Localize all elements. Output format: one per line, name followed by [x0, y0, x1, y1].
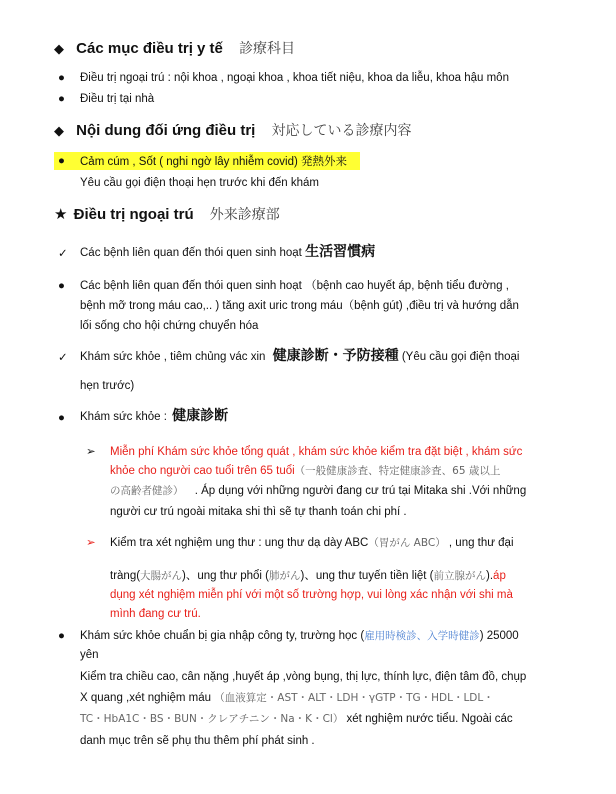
- sub-item-text: の高齢者健診） . Áp dụng với những người đang cư trú tại Mitaka shi .Với những: [110, 485, 527, 497]
- sub-item-text: Miễn phí Khám sức khỏe tổng quát , khám sức khỏe kiểm tra đặt biệt , khám sức: [110, 446, 523, 458]
- dot-bullet-icon: ●: [58, 155, 65, 167]
- section-3-heading: [54, 204, 280, 224]
- list-item-text: Khám sức khỏe chuẩn bị gia nhập công ty, trường học (雇用時検診、入学時健診) 25000: [80, 630, 519, 642]
- section-2-heading: [54, 120, 412, 140]
- list-item: [58, 244, 376, 262]
- dot-bullet-icon: ●: [58, 412, 65, 424]
- dot-bullet-icon: ●: [58, 72, 65, 84]
- section-1-heading: [54, 38, 295, 58]
- list-item-text: Điều trị ngoại trú : nội khoa , ngoại khoa , khoa tiết niệu, khoa da liễu, khoa hậu môn: [80, 72, 509, 84]
- list-item-text: X quang ,xét nghiệm máu （血液算定・AST・ALT・LDH・γGTP・TG・HDL・LDL・: [80, 692, 494, 704]
- section-3-title: Điều trị ngoại trú: [73, 206, 194, 223]
- list-item-text: Điều trị tại nhà: [80, 93, 155, 105]
- check-bullet-icon: ✓: [58, 352, 68, 364]
- list-item-text: Khám sức khỏe , tiêm chủng vác xin 健康診断・予防接種 (Yêu cầu gọi điện thoại: [80, 348, 520, 364]
- list-item: [58, 70, 509, 86]
- section-2-title-jp: 対応している診療内容: [271, 123, 412, 139]
- list-item: [58, 408, 229, 426]
- arrow-bullet-icon: ➢: [86, 537, 96, 549]
- check-bullet-icon: ✓: [58, 248, 68, 260]
- sub-item-text: dụng xét nghiệm miễn phí với một số trường hợp, vui lòng xác nhận với shi mà: [110, 589, 513, 601]
- section-1-title: Các mục điều trị y tế: [76, 40, 223, 57]
- sub-item-text: Kiểm tra xét nghiệm ung thư : ung thư dạ dày ABC（胃がん ABC） , ung thư đại: [110, 537, 514, 549]
- list-item-text: Kiểm tra chiều cao, cân nặng ,huyết áp ,vòng bụng, thị lực, thính lực, điện tâm đồ, chụp: [80, 671, 527, 683]
- star-bullet-icon: ★: [54, 206, 68, 223]
- list-item-text: bệnh mỡ trong máu cao,.. ) tăng axit uric trong máu（bệnh gút) ,điều trị và hướng dẫn: [80, 300, 519, 312]
- diamond-bullet-icon: ◆: [54, 123, 64, 138]
- dot-bullet-icon: ●: [58, 280, 65, 292]
- dot-bullet-icon: ●: [58, 93, 65, 105]
- section-3-title-jp: 外来診療部: [209, 207, 280, 223]
- list-item-text: TC・HbA1C・BS・BUN・クレアチニン・Na・K・Cl） xét nghiệm nước tiểu. Ngoài các: [80, 713, 513, 725]
- list-item: [58, 348, 520, 366]
- list-item-text: Các bệnh liên quan đến thói quen sinh hoạt （bệnh cao huyết áp, bệnh tiểu đường ,: [80, 280, 509, 292]
- appointment-note: Yêu cầu gọi điện thoại hẹn trước khi đến khám: [80, 177, 319, 189]
- list-item-text: hẹn trước): [80, 380, 135, 392]
- list-item-text: danh mục trên sẽ phụ thu thêm phí phát sinh .: [80, 735, 315, 747]
- highlighted-text: Cảm cúm , Sốt ( nghi ngờ lây nhiễm covid) 発熱外来: [80, 154, 348, 168]
- list-item-text: Khám sức khỏe : 健康診断: [80, 408, 229, 424]
- list-item-text: yên: [80, 649, 99, 661]
- section-1-title-jp: 診療科目: [239, 41, 296, 57]
- list-item: [58, 278, 65, 294]
- list-item-text: Các bệnh liên quan đến thói quen sinh hoạt 生活習慣病: [80, 244, 376, 260]
- diamond-bullet-icon: ◆: [54, 41, 64, 56]
- list-item: [58, 91, 155, 107]
- sub-item-text: tràng(大腸がん)、ung thư phổi (肺がん)、ung thư tuyến tiền liệt (前立腺がん).áp: [110, 570, 506, 582]
- sub-item-text: mình đang cư trú.: [110, 608, 201, 620]
- arrow-bullet-icon: ➢: [86, 446, 96, 458]
- list-item-text: lối sống cho hội chứng chuyển hóa: [80, 320, 259, 332]
- highlighted-item: [54, 152, 360, 170]
- sub-item-text: khỏe cho người cao tuổi trên 65 tuổi（一般健康診査、特定健康診査、65 歳以上: [110, 465, 501, 477]
- dot-bullet-icon: ●: [58, 630, 65, 642]
- sub-item-text: người cư trú ngoài mitaka shi thì sẽ tự thanh toán chi phí .: [110, 506, 407, 518]
- section-2-title: Nội dung đối ứng điều trị: [76, 122, 256, 139]
